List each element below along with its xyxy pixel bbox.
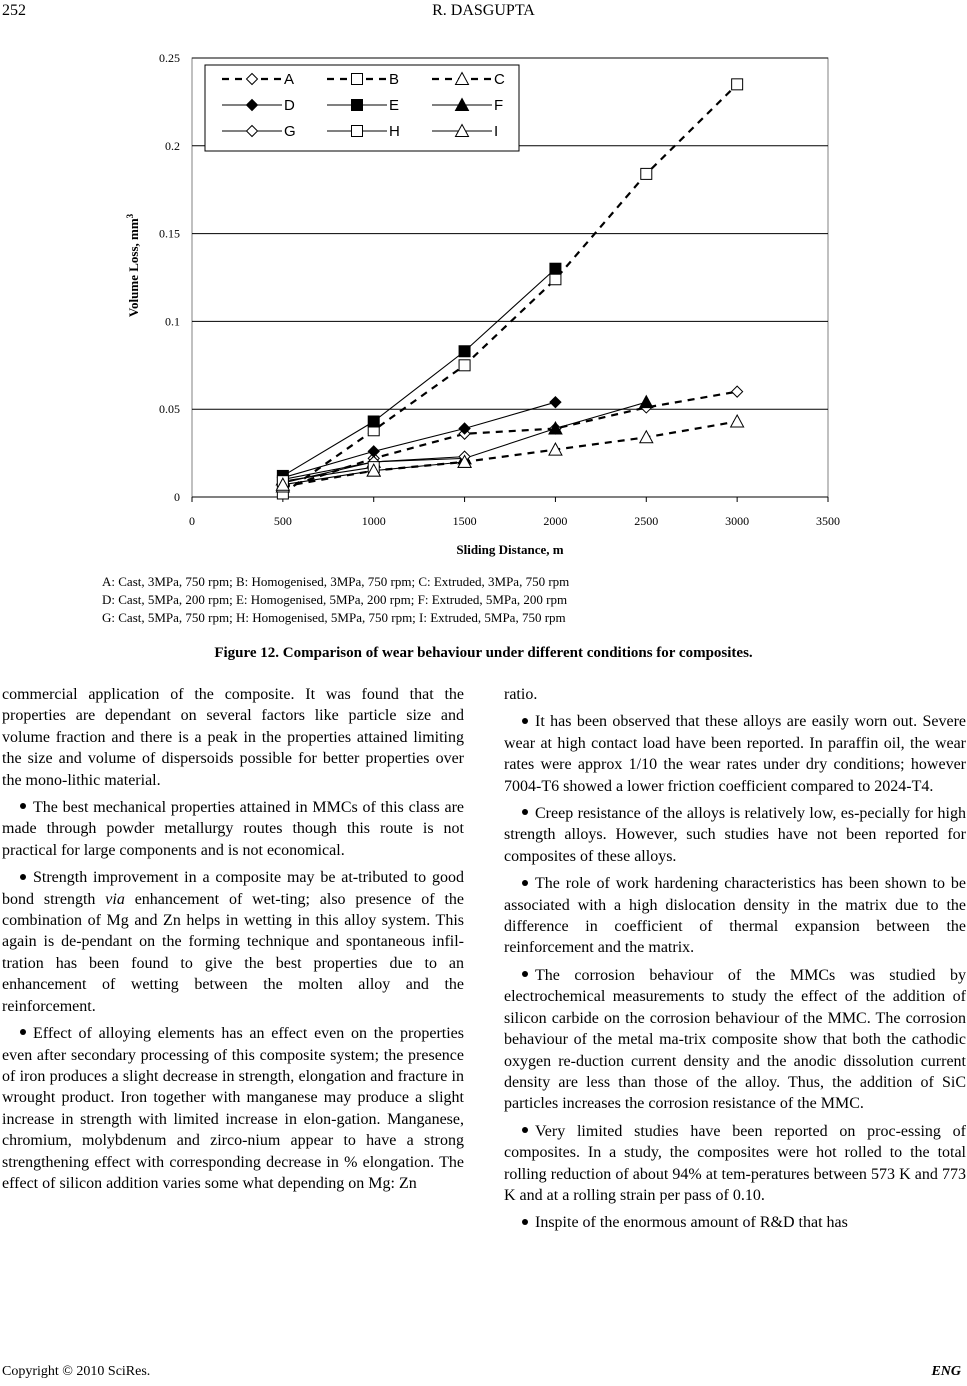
copyright: Copyright © 2010 SciRes.	[2, 1364, 151, 1379]
legend-marker	[352, 126, 363, 137]
point-e	[550, 263, 561, 274]
wear-chart	[0, 40, 967, 565]
legend-label: I	[494, 123, 499, 140]
legend-marker	[352, 74, 363, 85]
left-column	[2, 684, 464, 1200]
running-author: R. DASGUPTA	[432, 2, 535, 19]
bullet-icon	[522, 1219, 528, 1225]
legend-label: C	[494, 71, 505, 88]
page-number: 252	[2, 2, 26, 19]
figure-caption: Figure 12. Comparison of wear behaviour under different conditions for composites.	[214, 645, 753, 661]
bullet-icon	[20, 1029, 26, 1035]
paragraph: ratio.	[504, 686, 538, 703]
point-b	[550, 274, 561, 285]
x-tick-label: 0	[189, 514, 195, 528]
legend-label: D	[284, 97, 295, 114]
bullet-paragraph: Effect of alloying elements has an effect even on the properties even after secondary processing of this composite system; the presence of iron produces a slight decrease in strength, elongation and fracture in wrought product. Iron together with manganese may produce a slight increase in strength with limited increase in elon-gation. Manganese, chromium, molybdenum and zirco-nium appear to have a strong strengthening effect with corresponding decrease in % elongation. The effect of silicon addition varies some what depending on Mg: Zn	[2, 1025, 464, 1192]
point-f	[640, 396, 653, 408]
point-e	[368, 416, 379, 427]
y-tick-label: 0.15	[159, 226, 180, 241]
bullet-icon	[20, 874, 26, 880]
bullet-icon	[522, 718, 528, 724]
journal-abbrev: ENG	[931, 1364, 961, 1379]
point-a	[732, 386, 743, 397]
y-tick-label: 0	[174, 490, 180, 504]
legend-label: G	[284, 123, 296, 140]
x-tick-label: 3000	[725, 514, 750, 528]
point-c	[731, 415, 744, 427]
page-header	[0, 0, 967, 24]
series-key-line: G: Cast, 5MPa, 750 rpm; H: Homogenised, 5MPa, 750 rpm; I: Extruded, 5MPa, 750 rpm	[102, 610, 566, 625]
bullet-paragraph: Inspite of the enormous amount of R&D that has	[504, 1212, 966, 1233]
legend-label: H	[389, 123, 400, 140]
bullet-icon	[522, 971, 528, 977]
bullet-icon	[522, 880, 528, 886]
legend-label: F	[494, 97, 504, 114]
x-tick-label: 1500	[452, 514, 477, 528]
point-e	[459, 346, 470, 357]
bullet-paragraph: Creep resistance of the alloys is relatively low, es-pecially for high strength alloys. However, such studies have not been reported for composites of these alloys.	[504, 805, 966, 865]
series-key-line: A: Cast, 3MPa, 750 rpm; B: Homogenised, 3MPa, 750 rpm; C: Extruded, 3MPa, 750 rpm	[102, 574, 570, 589]
point-b	[641, 168, 652, 179]
y-tick-label: 0.25	[159, 51, 180, 65]
x-tick-label: 2500	[634, 514, 659, 528]
legend-label: B	[389, 71, 400, 88]
y-axis-title: Volume Loss, $mm^3$	[125, 213, 141, 318]
legend-label: A	[284, 71, 295, 88]
right-column	[504, 684, 966, 1240]
series-line-e	[283, 269, 556, 476]
series-key-line: D: Cast, 5MPa, 200 rpm; E: Homogenised, 5MPa, 200 rpm; F: Extruded, 5MPa, 200 rpm	[102, 592, 568, 607]
bullet-icon	[522, 809, 528, 815]
x-tick-label: 500	[273, 514, 292, 528]
bullet-paragraph: It has been observed that these alloys are easily worn out. Severe wear at high contact load have been reported. In paraffin oil, the wear rates were approx 1/10 the wear rates under dry conditions; however 7004-T6 showed a lower friction coefficient compared to 2024-T4.	[504, 713, 966, 795]
point-b	[732, 79, 743, 90]
bullet-icon	[522, 1127, 528, 1133]
legend-label: E	[389, 97, 400, 114]
point-d	[550, 397, 561, 408]
x-axis-title: Sliding Distance, m	[456, 542, 564, 557]
bullet-icon	[20, 803, 26, 809]
y-tick-label: 0.05	[159, 402, 180, 417]
point-b	[459, 360, 470, 371]
bullet-paragraph: Very limited studies have been reported on proc-essing of composites. In a study, the composites were hot rolled to the total rolling reduction of about 94% at tem-peratures between 573 K and 773 K and at a rolling strain per pass of 0.10.	[504, 1122, 966, 1204]
bullet-paragraph: Strength improvement in a composite may be at-tributed to good bond strength via enhancement of wet-ting; also presence of the combination of Mg and Zn helps in wetting in this alloy system. This again is de-pendant on the forming technique and spontaneous infil-tration has been found to give the best properties due to an enhancement of wetting between the molten alloy and the reinforcement.	[2, 869, 464, 1015]
x-tick-label: 1000	[361, 514, 386, 528]
point-c	[640, 431, 653, 443]
y-tick-label: 0.1	[165, 314, 180, 329]
legend-marker	[352, 100, 363, 111]
bullet-paragraph: The corrosion behaviour of the MMCs was studied by electrochemical measurements to study the effect of the addition of silicon carbide on the corrosion behaviour of the MMC. The corrosion behaviour of the metal ma-trix composite show that both the cathodic oxygen re-duction current density and the anodic dissolution current density are less than those of the alloy. Thus, the addition of SiC particles increases the corrosion resistance of the MMC.	[504, 966, 966, 1113]
x-tick-label: 2000	[543, 514, 568, 528]
paragraph: commercial application of the composite. It was found that the properties are dependant on several factors like particle size and volume fraction and there is a peak in the properties attained limiting the size and volume of dispersoids possible for better properties over the mono-lithic material.	[2, 686, 464, 789]
bullet-paragraph: The role of work hardening characteristics has been shown to be associated with a high dislocation density in the matrix due to the difference in coefficient of thermal expansion between the reinforcement and the matrix.	[504, 875, 966, 957]
bullet-paragraph: The best mechanical properties attained in MMCs of this class are made through powder metallurgy routes though this route is not practical for large components and is not economical.	[2, 799, 464, 859]
y-tick-label: 0.2	[165, 138, 180, 153]
x-tick-label: 3500	[816, 514, 840, 528]
series-key	[102, 573, 569, 627]
